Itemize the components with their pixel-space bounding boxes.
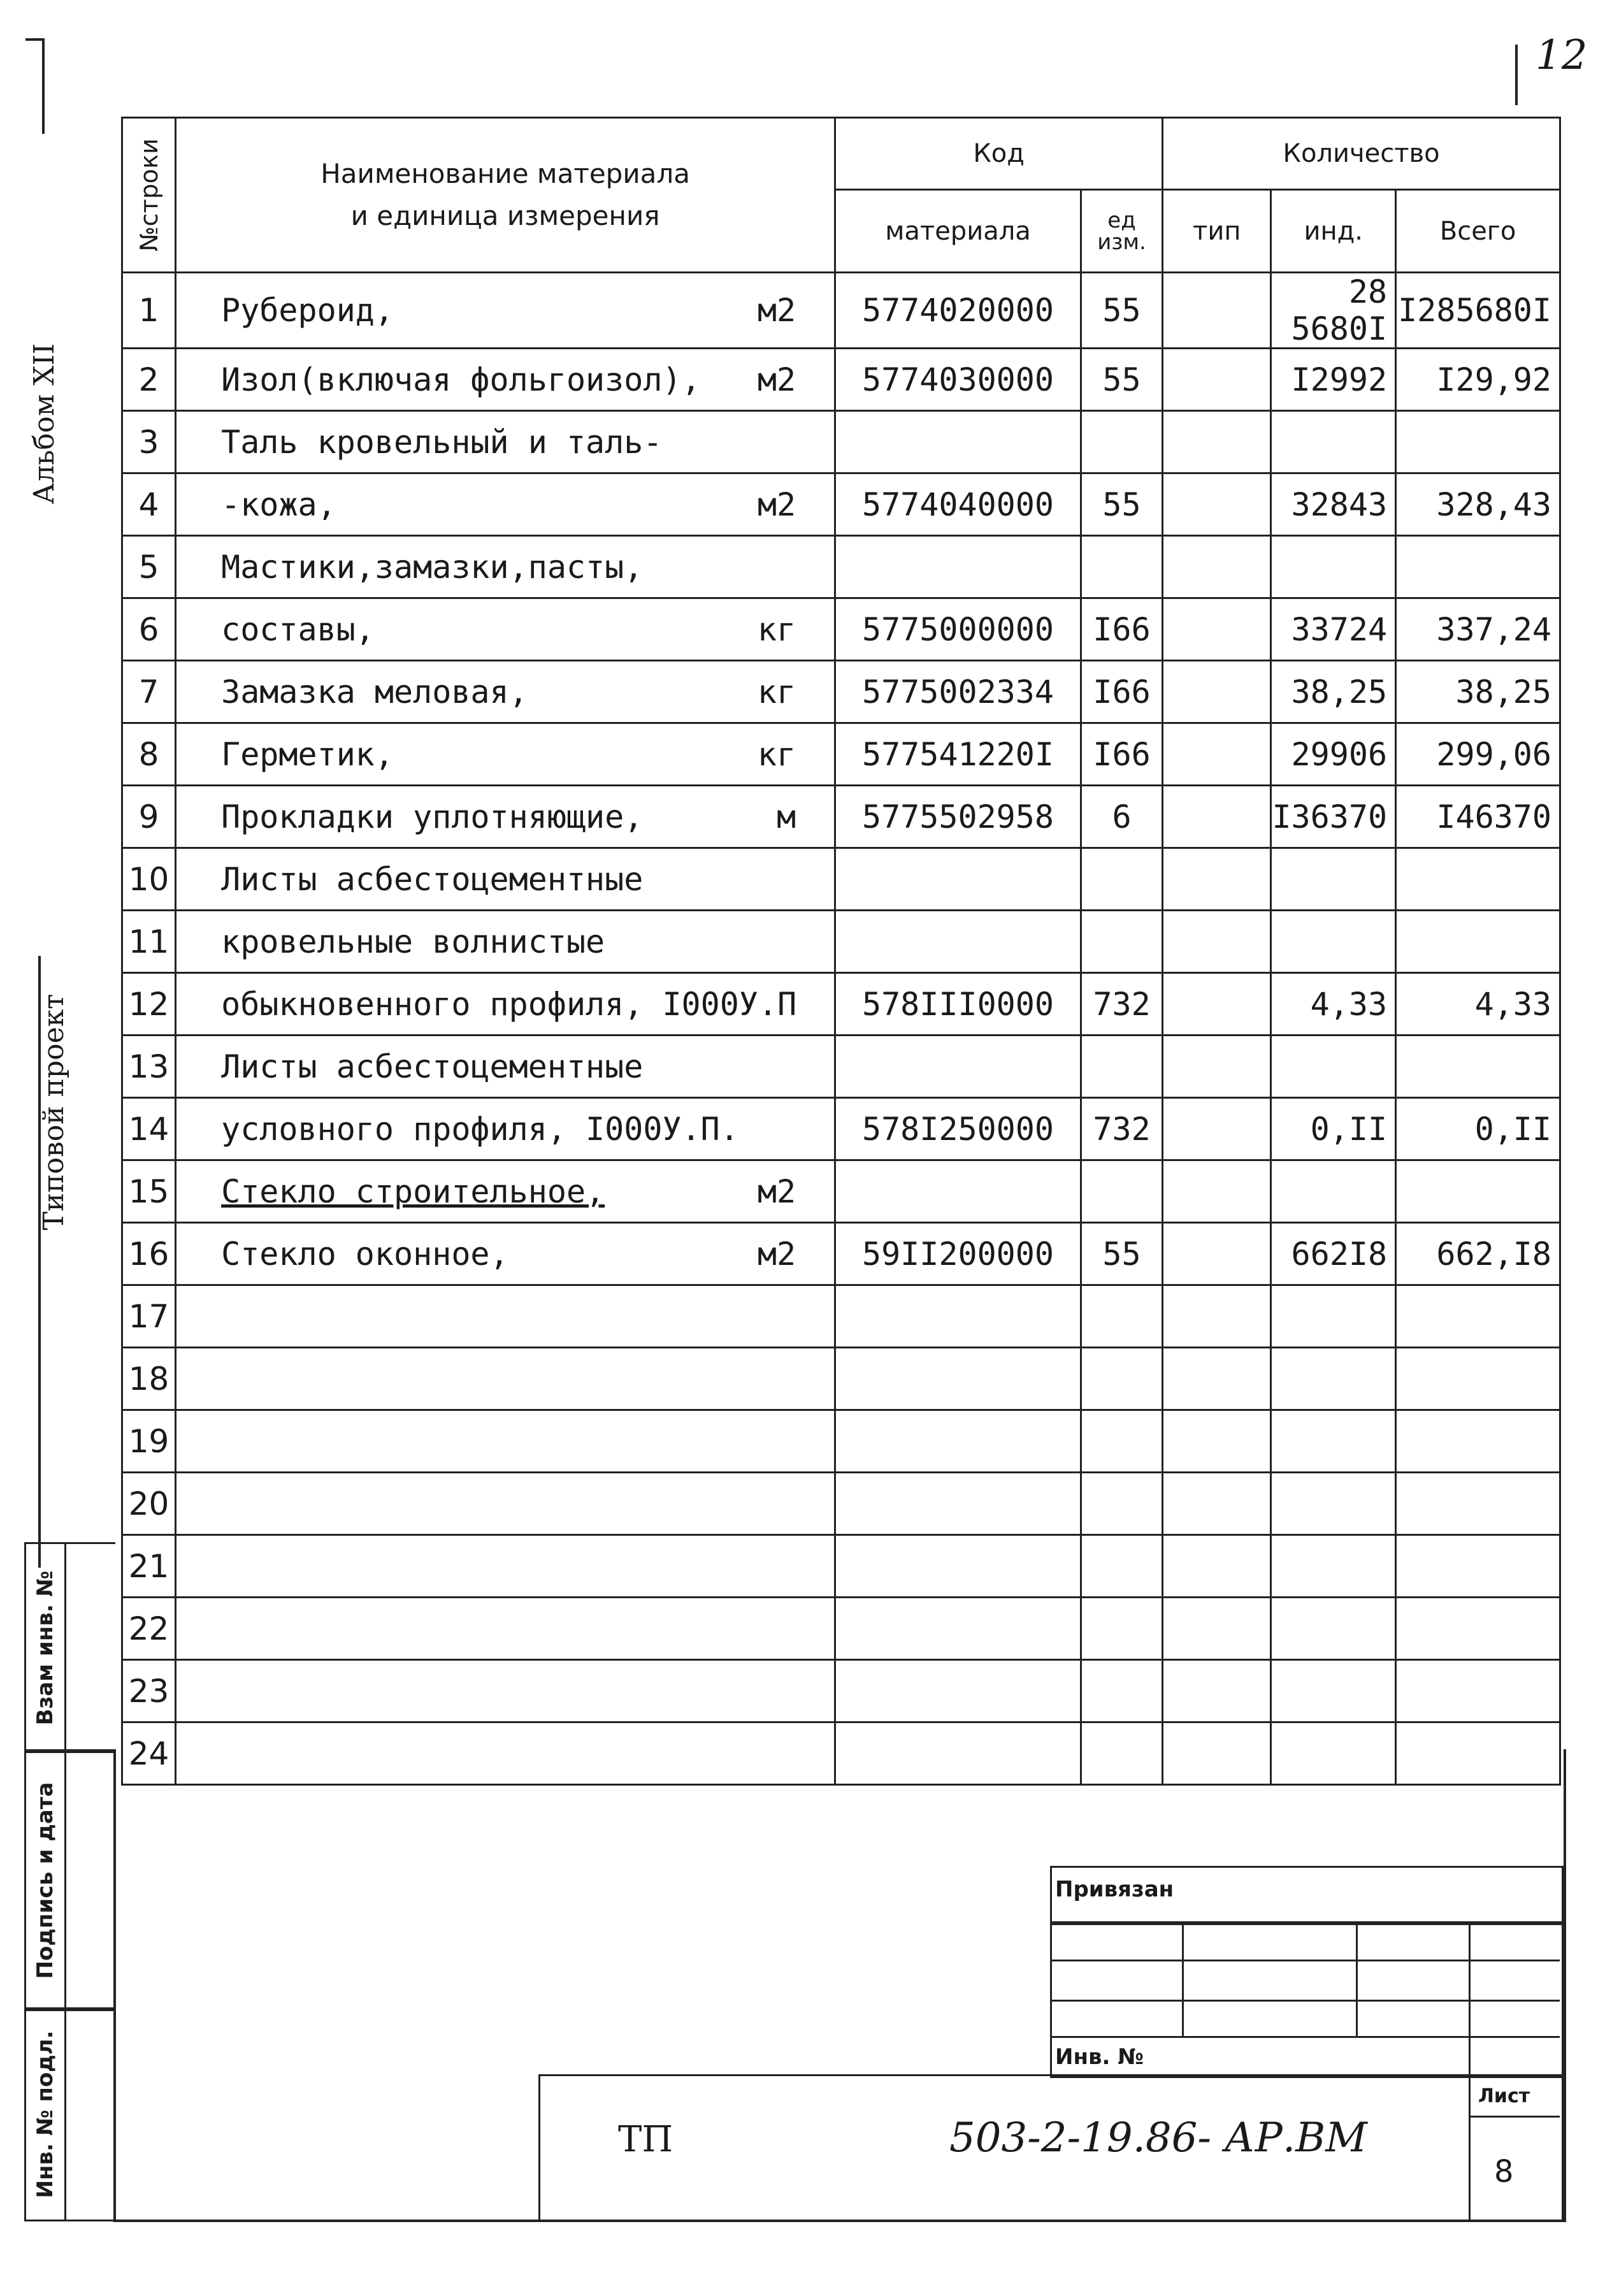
quantity-type-cell [1163,1348,1271,1410]
unit-code-cell: 55 [1081,473,1162,536]
quantity-total-cell [1396,1160,1560,1223]
quantity-total-cell [1396,1535,1560,1598]
page-number-divider [1515,45,1518,105]
document-type: ТП [618,2119,673,2160]
material-name-cell [176,1660,835,1722]
quantity-ind-cell [1271,1473,1396,1535]
quantity-type-cell [1163,911,1271,973]
row-number-cell: 9 [122,786,176,848]
quantity-total-cell [1396,1348,1560,1410]
quantity-ind-cell: 4,33 [1271,973,1396,1036]
material-code-cell: 577541220I [835,723,1081,786]
quantity-ind-cell [1271,1348,1396,1410]
material-code-cell [835,1285,1081,1348]
row-number-cell: 23 [122,1660,176,1722]
row-number-cell: 7 [122,661,176,723]
quantity-ind-cell [1271,1036,1396,1098]
measure-unit: кг [757,735,796,773]
measure-unit: м2 [757,361,796,398]
material-name: Прокладки уплотняющие, [221,798,644,835]
unit-code-cell [1081,1473,1162,1535]
row-number-cell: 13 [122,1036,176,1098]
table-row [122,1348,1560,1410]
quantity-total-cell [1396,411,1560,473]
quantity-total-cell [1396,1036,1560,1098]
row-number-cell: 21 [122,1535,176,1598]
quantity-type-cell [1163,473,1271,536]
quantity-ind-cell [1271,1535,1396,1598]
header-code-material: материала [835,190,1081,273]
row-number-cell: 19 [122,1410,176,1473]
material-code-cell [835,1660,1081,1722]
table-row [122,1410,1560,1473]
material-name: Мастики,замазки,пасты, [221,548,644,586]
quantity-ind-cell [1271,536,1396,598]
table-row [122,1660,1560,1722]
frame-corner-mark-vertical [42,38,45,134]
material-name: обыкновенного профиля, I000У.П [221,985,797,1023]
material-name-cell [176,349,835,411]
quantity-ind-cell [1271,1160,1396,1223]
row-number-cell: 10 [122,848,176,911]
document-code: 503-2-19.86- АР.ВМ [949,2114,1367,2162]
quantity-ind-cell: 33724 [1271,598,1396,661]
quantity-total-cell [1396,1473,1560,1535]
material-code-cell: 5775000000 [835,598,1081,661]
material-code-cell [835,536,1081,598]
quantity-type-cell [1163,598,1271,661]
material-code-cell [835,1410,1081,1473]
quantity-total-cell: I46370 [1396,786,1560,848]
table-row [122,723,1560,786]
stamp-original-inventory: Инв. № подл. [24,2007,115,2221]
quantity-ind-cell: 32843 [1271,473,1396,536]
unit-code-cell [1081,1535,1162,1598]
material-name: кровельные волнистые [221,923,605,960]
row-number-cell: 1 [122,273,176,349]
unit-code-cell [1081,1036,1162,1098]
material-name-cell [176,786,835,848]
unit-code-cell [1081,536,1162,598]
material-name-cell [176,848,835,911]
quantity-type-cell [1163,1598,1271,1660]
table-row [122,1598,1560,1660]
row-number-cell: 5 [122,536,176,598]
project-type-label: Типовой проект [38,993,70,1231]
quantity-ind-cell: I36370 [1271,786,1396,848]
material-name-cell [176,661,835,723]
page-number: 12 [1536,32,1588,79]
unit-code-cell [1081,1598,1162,1660]
material-name-cell [176,1410,835,1473]
quantity-total-cell [1396,848,1560,911]
row-number-cell: 20 [122,1473,176,1535]
unit-code-cell [1081,1285,1162,1348]
unit-code-cell: I66 [1081,723,1162,786]
quantity-ind-cell: 662I8 [1271,1223,1396,1285]
material-code-cell: 59II200000 [835,1223,1081,1285]
quantity-type-cell [1163,1098,1271,1160]
material-code-cell: 5775002334 [835,661,1081,723]
measure-unit: м2 [757,292,796,329]
material-name-cell [176,1036,835,1098]
header-material-name: Наименование материала и единица измерения [176,118,835,273]
unit-code-cell: 6 [1081,786,1162,848]
quantity-total-cell [1396,1598,1560,1660]
measure-unit: кг [757,673,796,711]
table-row [122,1036,1560,1098]
table-row [122,848,1560,911]
quantity-type-cell [1163,1285,1271,1348]
unit-code-cell: 732 [1081,1098,1162,1160]
unit-code-cell [1081,1410,1162,1473]
quantity-ind-cell [1271,1660,1396,1722]
quantity-type-cell [1163,273,1271,349]
quantity-ind-cell: I2992 [1271,349,1396,411]
material-name: Изол(включая фольгоизол), [221,361,701,398]
material-code-cell [835,1535,1081,1598]
quantity-total-cell [1396,1410,1560,1473]
material-code-cell [835,411,1081,473]
material-code-cell [835,1036,1081,1098]
album-label: Альбом XII [28,343,61,505]
quantity-total-cell: I29,92 [1396,349,1560,411]
table-row [122,349,1560,411]
quantity-total-cell [1396,1660,1560,1722]
unit-code-cell: 732 [1081,973,1162,1036]
quantity-total-cell: 299,06 [1396,723,1560,786]
material-name-cell [176,598,835,661]
quantity-type-cell [1163,1660,1271,1722]
row-number-cell: 24 [122,1722,176,1785]
table-row [122,473,1560,536]
quantity-ind-cell: 28 5680I [1271,273,1396,349]
sheet-label: Лист [1478,2085,1530,2107]
quantity-ind-cell [1271,1598,1396,1660]
unit-code-cell [1081,1348,1162,1410]
material-code-cell [835,911,1081,973]
quantity-total-cell [1396,1285,1560,1348]
material-name-cell [176,1160,835,1223]
unit-code-cell: I66 [1081,661,1162,723]
unit-code-cell [1081,411,1162,473]
material-name-cell [176,1535,835,1598]
quantity-type-cell [1163,1535,1271,1598]
material-name: Стекло оконное, [221,1235,509,1273]
quantity-type-cell [1163,848,1271,911]
material-name-cell [176,1223,835,1285]
material-name: условного профиля, I000У.П. [221,1110,739,1148]
quantity-total-cell: 0,II [1396,1098,1560,1160]
quantity-type-cell [1163,786,1271,848]
material-name: Таль кровельный и таль- [221,423,663,461]
quantity-total-cell: 38,25 [1396,661,1560,723]
unit-code-cell [1081,1660,1162,1722]
header-code-unit: ед изм. [1081,190,1162,273]
unit-code-cell: 55 [1081,273,1162,349]
quantity-type-cell [1163,973,1271,1036]
header-qty-type: тип [1163,190,1271,273]
material-name-cell [176,1098,835,1160]
table-row [122,411,1560,473]
row-number-cell: 4 [122,473,176,536]
table-row [122,1473,1560,1535]
material-name: Рубероид, [221,292,394,329]
row-number-cell: 17 [122,1285,176,1348]
row-number-cell: 3 [122,411,176,473]
material-code-cell [835,848,1081,911]
unit-code-cell: 55 [1081,349,1162,411]
material-name: составы, [221,610,375,648]
material-code-cell [835,1598,1081,1660]
material-code-cell: 578I250000 [835,1098,1081,1160]
quantity-type-cell [1163,1160,1271,1223]
quantity-total-cell: I285680I [1396,273,1560,349]
measure-unit: м [776,798,796,835]
quantity-ind-cell [1271,1410,1396,1473]
stamp-signature-date: Подпись и дата [24,1749,115,2011]
attached-label: Привязан [1055,1877,1174,1902]
quantity-total-cell: 328,43 [1396,473,1560,536]
quantity-total-cell: 4,33 [1396,973,1560,1036]
quantity-type-cell [1163,661,1271,723]
table-row [122,1535,1560,1598]
row-number-cell: 22 [122,1598,176,1660]
header-qty-ind: инд. [1271,190,1396,273]
material-name-cell [176,273,835,349]
measure-unit: кг [757,610,796,648]
material-name-cell [176,723,835,786]
material-code-cell [835,1473,1081,1535]
row-number-cell: 16 [122,1223,176,1285]
quantity-type-cell [1163,723,1271,786]
quantity-ind-cell [1271,1285,1396,1348]
material-name: Замазка меловая, [221,673,528,711]
quantity-total-cell [1396,911,1560,973]
row-number-cell: 2 [122,349,176,411]
material-name-cell [176,911,835,973]
row-number-cell: 18 [122,1348,176,1410]
row-number-cell: 14 [122,1098,176,1160]
quantity-type-cell [1163,1036,1271,1098]
row-number-cell: 8 [122,723,176,786]
unit-code-cell: 55 [1081,1223,1162,1285]
table-row [122,786,1560,848]
quantity-total-cell: 662,I8 [1396,1223,1560,1285]
header-quantity-group: Количество [1163,118,1560,190]
unit-code-cell [1081,848,1162,911]
material-name: Листы асбестоцементные [221,1048,644,1085]
quantity-ind-cell [1271,411,1396,473]
inventory-number-label: Инв. № [1055,2044,1144,2070]
material-name-cell [176,1473,835,1535]
table-row [122,273,1560,349]
material-code-cell [835,1160,1081,1223]
quantity-ind-cell: 29906 [1271,723,1396,786]
table-row [122,661,1560,723]
quantity-total-cell [1396,536,1560,598]
material-code-cell: 578III0000 [835,973,1081,1036]
attached-grid-col [1182,1921,1358,2036]
row-number-cell: 15 [122,1160,176,1223]
material-name-cell [176,473,835,536]
material-name: Листы асбестоцементные [221,860,644,898]
stamp-replace-inventory: Взам инв. № [24,1542,115,1753]
material-name-cell [176,1285,835,1348]
material-name-cell [176,536,835,598]
material-name-cell [176,411,835,473]
quantity-ind-cell [1271,911,1396,973]
table-row [122,973,1560,1036]
header-code-group: Код [835,118,1163,190]
header-qty-total: Всего [1396,190,1560,273]
quantity-ind-cell [1271,848,1396,911]
quantity-total-cell: 337,24 [1396,598,1560,661]
row-number-cell: 12 [122,973,176,1036]
material-code-cell: 5774040000 [835,473,1081,536]
table-row [122,1223,1560,1285]
quantity-type-cell [1163,411,1271,473]
quantity-type-cell [1163,536,1271,598]
unit-code-cell [1081,911,1162,973]
table-row [122,536,1560,598]
measure-unit: м2 [757,1173,796,1210]
material-name-cell [176,973,835,1036]
material-code-cell [835,1348,1081,1410]
material-code-cell: 5774030000 [835,349,1081,411]
material-name: Стекло строительное, [221,1173,605,1210]
quantity-type-cell [1163,349,1271,411]
table-row [122,1098,1560,1160]
table-row [122,1285,1560,1348]
unit-code-cell: I66 [1081,598,1162,661]
table-row [122,911,1560,973]
sheet-number: 8 [1494,2154,1514,2190]
material-code-cell: 5775502958 [835,786,1081,848]
unit-code-cell [1081,1160,1162,1223]
header-row-number: №строки [122,118,176,273]
materials-table [121,117,1561,1786]
quantity-ind-cell: 0,II [1271,1098,1396,1160]
table-row [122,1160,1560,1223]
material-name-cell [176,1348,835,1410]
material-name: -кожа, [221,486,336,523]
material-name-cell [176,1598,835,1660]
quantity-type-cell [1163,1473,1271,1535]
row-number-cell: 6 [122,598,176,661]
table-row [122,598,1560,661]
quantity-type-cell [1163,1410,1271,1473]
sheet-box-divider [1469,2116,1560,2118]
material-name: Герметик, [221,735,394,773]
quantity-ind-cell: 38,25 [1271,661,1396,723]
quantity-type-cell [1163,1223,1271,1285]
attached-grid-col-2 [1469,1921,1471,2074]
material-code-cell: 5774020000 [835,273,1081,349]
measure-unit: м2 [757,1235,796,1273]
row-number-cell: 11 [122,911,176,973]
measure-unit: м2 [757,486,796,523]
